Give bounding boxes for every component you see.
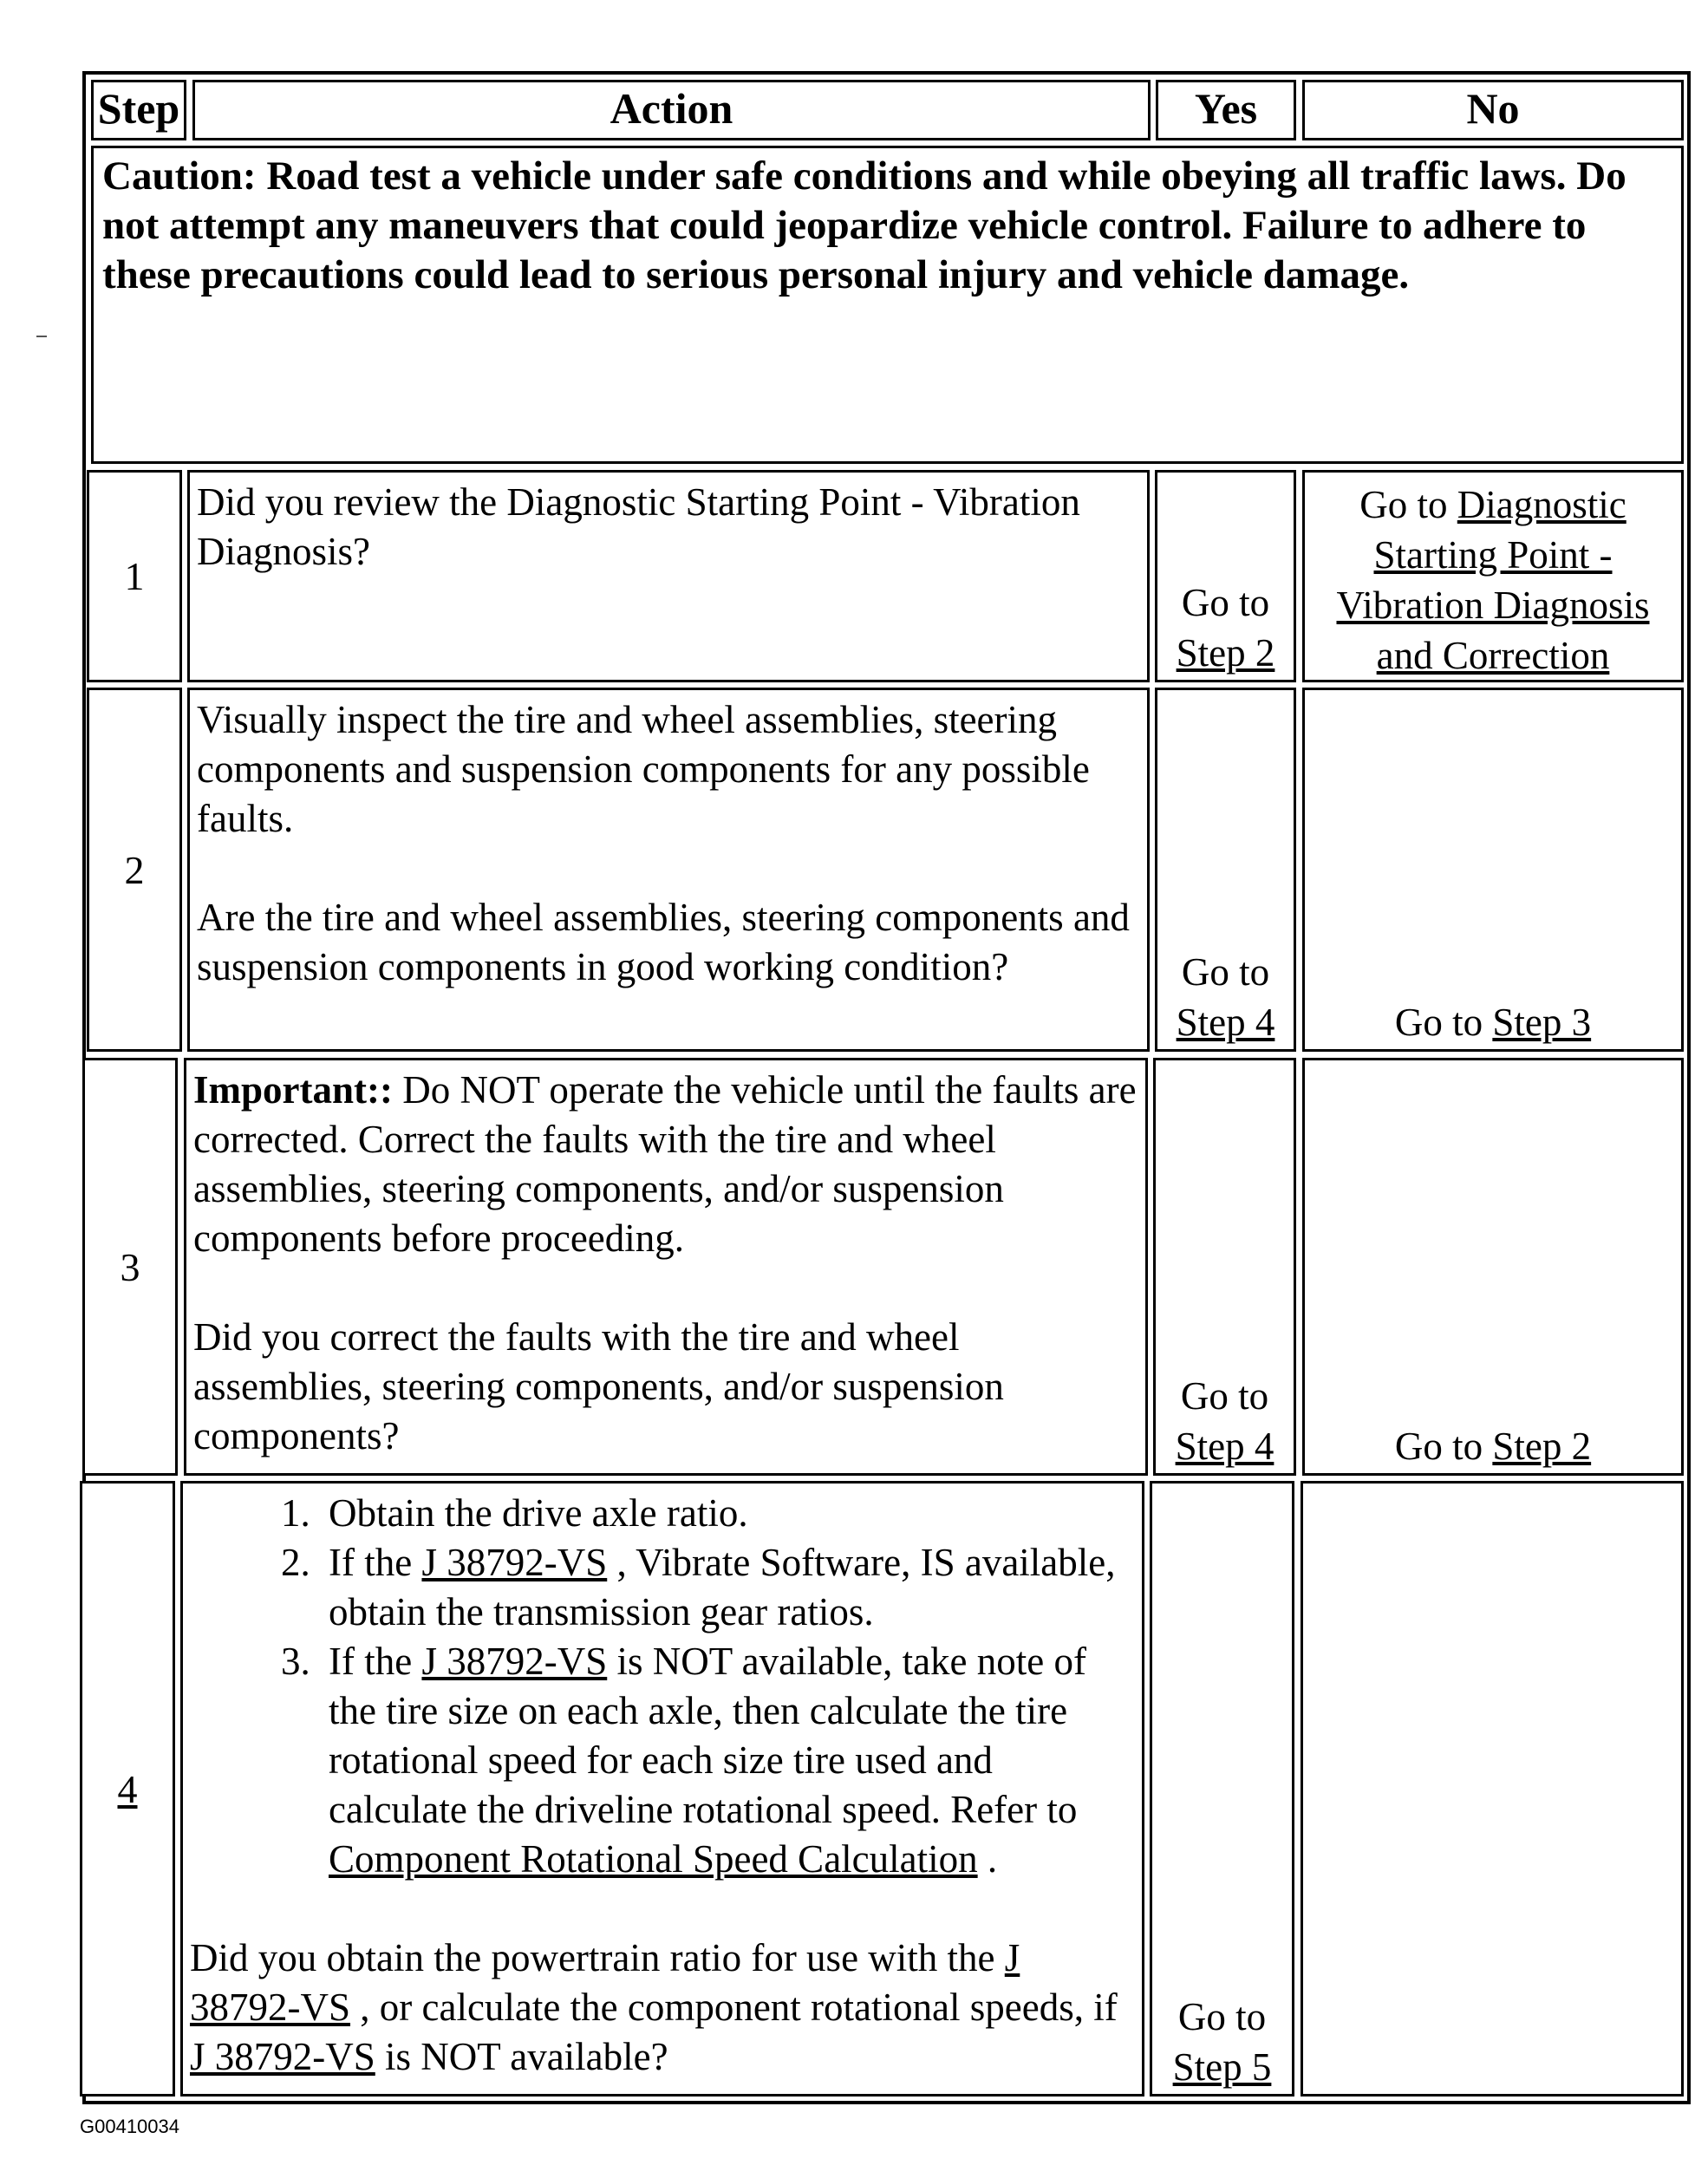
no-cell	[1302, 688, 1684, 1052]
list-item: 3. If the J 38792-VS is NOT available, take note of the tire size on each axle, then calculate the tire rotational speed for each size tire used and calculate the driveline rotational speed. Refer to Component Rotational Speed Calculation .	[320, 1637, 1135, 1884]
no-cell	[1302, 470, 1684, 682]
header-step: Step	[91, 80, 186, 140]
yes-prefix: Go to	[1180, 1374, 1269, 1418]
step-number: 4	[80, 1481, 175, 2096]
j-38792-vs-link[interactable]: J 38792-VS	[190, 1936, 1020, 2029]
step-action	[180, 1481, 1144, 2096]
go-to-step-3-link[interactable]: Step 3	[1492, 1001, 1592, 1044]
yes-prefix: Go to	[1181, 581, 1270, 624]
step-action: Important:: Do NOT operate the vehicle until the faults are corrected. Correct the faults with the tire and wheel assemblies, steering components, and/or suspension components before proceeding. Did you correct the faults with the tire and wheel assemblies, steering components, and/or suspension components?	[184, 1058, 1148, 1476]
j-38792-vs-link[interactable]: J 38792-VS	[190, 2035, 375, 2078]
no-prefix: Go to	[1394, 1001, 1483, 1044]
list-item: 1. Obtain the drive axle ratio.	[320, 1489, 1135, 1538]
no-prefix: Go to	[1359, 483, 1448, 526]
yes-cell	[1153, 1058, 1296, 1476]
no-cell	[1301, 1481, 1684, 2096]
diagnostic-starting-point-link[interactable]: Diagnostic Starting Point - Vibration Diagnosis and Correction	[1336, 483, 1650, 677]
go-to-step-4-link[interactable]: Step 4	[1176, 1001, 1275, 1044]
yes-cell	[1155, 470, 1296, 682]
yes-prefix: Go to	[1181, 950, 1270, 994]
go-to-step-2-link[interactable]: Step 2	[1176, 631, 1275, 675]
step-number: 1	[87, 470, 182, 682]
figure-code: G00410034	[80, 2116, 179, 2137]
j-38792-vs-link[interactable]: J 38792-VS	[421, 1640, 608, 1683]
step-action: Did you review the Diagnostic Starting Point - Vibration Diagnosis?	[187, 470, 1150, 682]
important-label: Important::	[193, 1068, 393, 1112]
margin-mark	[36, 336, 47, 337]
no-prefix: Go to	[1394, 1425, 1483, 1468]
yes-prefix: Go to	[1177, 1995, 1267, 2038]
list-item: 2. If the J 38792-VS , Vibrate Software, IS available, obtain the transmission gear ratios.	[320, 1538, 1135, 1637]
go-to-step-2-link[interactable]: Step 2	[1492, 1425, 1592, 1468]
header-action: Action	[192, 80, 1151, 140]
caution-note: Caution: Road test a vehicle under safe conditions and while obeying all traffic laws. Do not attempt any maneuvers that could jeopardize vehicle control. Failure to adhere to these precautions could lead to serious personal injury and vehicle damage.	[91, 146, 1684, 464]
go-to-step-4-link[interactable]: Step 4	[1175, 1425, 1274, 1468]
step-action: Visually inspect the tire and wheel assemblies, steering components and suspension components for any possible faults. Are the tire and wheel assemblies, steering components and suspension components in good working condition?	[187, 688, 1150, 1052]
step-question: Did you obtain the powertrain ratio for use with the J 38792-VS , or calculate the component rotational speeds, if J 38792-VS is NOT available?	[190, 1936, 1118, 2078]
go-to-step-5-link[interactable]: Step 5	[1172, 2045, 1272, 2089]
no-cell	[1302, 1058, 1684, 1476]
step-number: 2	[87, 688, 182, 1052]
header-yes: Yes	[1156, 80, 1296, 140]
procedure-list	[190, 1489, 1135, 1884]
j-38792-vs-link[interactable]: J 38792-VS	[421, 1541, 608, 1584]
yes-cell	[1150, 1481, 1294, 2096]
header-no: No	[1302, 80, 1684, 140]
yes-cell	[1155, 688, 1296, 1052]
component-rotational-speed-link[interactable]: Component Rotational Speed Calculation	[329, 1837, 978, 1881]
step-number: 3	[82, 1058, 178, 1476]
